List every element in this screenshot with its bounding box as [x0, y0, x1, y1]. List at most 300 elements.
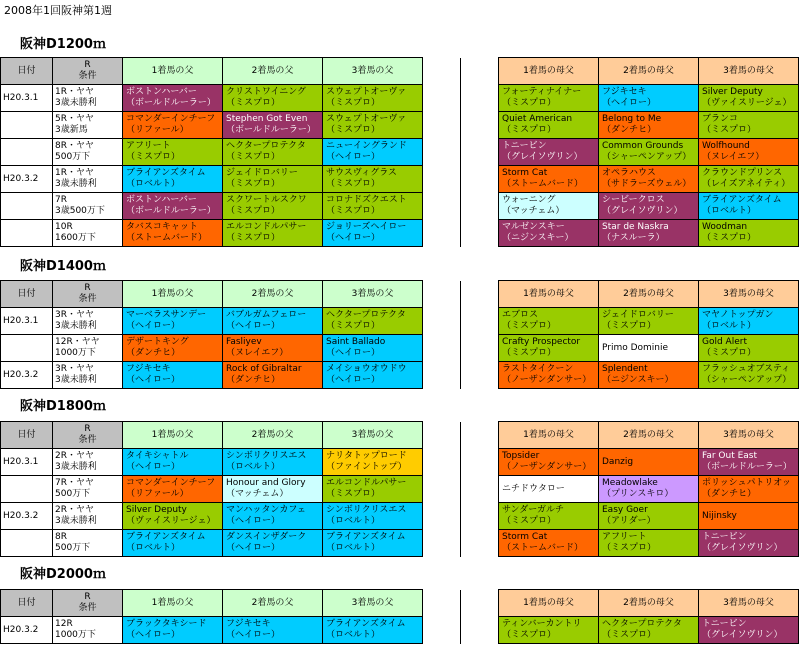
column-gap — [423, 590, 461, 617]
race-condition-line1: 5R・ヤヤ — [55, 114, 94, 124]
horse-name: Common Grounds — [602, 141, 684, 151]
column-gap — [423, 530, 461, 557]
line-name: （ミスプロ） — [502, 516, 557, 526]
race-header-r: R — [84, 60, 91, 70]
date-header: 日付 — [1, 281, 53, 308]
line-name: （ヘイロー） — [326, 348, 381, 358]
race-condition — [53, 193, 123, 220]
line-name: （シャーペンアップ） — [702, 375, 792, 385]
damsire-cell — [499, 166, 599, 193]
table-row — [1, 335, 799, 362]
table-row — [1, 220, 799, 247]
line-name: （ヘイロー） — [326, 152, 381, 162]
table-row — [1, 193, 799, 220]
column-gap — [423, 220, 461, 247]
damsire-cell — [499, 139, 599, 166]
sire-cell — [223, 139, 323, 166]
sire-cell — [123, 335, 223, 362]
table-row — [1, 530, 799, 557]
race-header-r: R — [84, 592, 91, 602]
horse-name: オペラハウス — [602, 168, 656, 178]
column-gap — [423, 112, 461, 139]
line-name: （グレイソヴリン） — [702, 543, 783, 553]
damsire-header: 1着馬の母父 — [499, 281, 599, 308]
horse-name: ウォーニング — [502, 195, 556, 205]
race-condition-line2: 500万下 — [55, 489, 91, 499]
horse-name: デザートキング — [126, 337, 189, 347]
race-header-condition: 条件 — [78, 294, 97, 304]
race-table — [0, 57, 799, 247]
sire-cell — [323, 166, 423, 193]
race-condition-line2: 3歳未勝利 — [55, 375, 97, 385]
sire-cell — [223, 166, 323, 193]
column-gap — [461, 449, 499, 476]
horse-name: サンダーガルチ — [502, 505, 565, 515]
sire-cell — [123, 139, 223, 166]
horse-name: ラストタイクーン — [502, 364, 574, 374]
horse-name: Gold Alert — [702, 337, 747, 347]
race-condition-line1: 8R・ヤヤ — [55, 141, 94, 151]
damsire-cell — [599, 362, 699, 389]
sire-cell — [123, 166, 223, 193]
header-row — [1, 58, 799, 85]
race-date: H20.3.2 — [1, 362, 53, 389]
horse-name: Primo Dominie — [602, 342, 669, 353]
sire-cell — [223, 335, 323, 362]
horse-name: トニービン — [502, 141, 547, 151]
sire-cell — [223, 308, 323, 335]
horse-name: ニューイングランド — [326, 141, 407, 151]
damsire-cell — [499, 503, 599, 530]
sire-cell — [323, 308, 423, 335]
line-name: （ヌレイエフ） — [226, 348, 289, 358]
line-name: （ヘイロー） — [126, 375, 181, 385]
line-name: （ミスプロ） — [502, 630, 557, 640]
damsire-header: 3着馬の母父 — [699, 422, 799, 449]
line-name: （ヘイロー） — [126, 630, 181, 640]
line-name: （ミスプロ） — [326, 98, 381, 108]
section-title: 阪神D1400ｍ — [20, 259, 106, 274]
horse-name: ブランコ — [702, 114, 739, 124]
column-gap — [423, 139, 461, 166]
line-name: （ニジンスキー） — [602, 375, 674, 385]
damsire-cell — [599, 85, 699, 112]
line-name: （ヘイロー） — [226, 630, 281, 640]
damsire-cell — [699, 193, 799, 220]
damsire-cell — [599, 112, 699, 139]
race-date — [1, 335, 53, 362]
sire-cell — [223, 362, 323, 389]
horse-name: Far Out East — [702, 451, 758, 461]
line-name: （ボールドルーラー） — [226, 125, 316, 135]
horse-name: エルコンドルパサー — [326, 478, 407, 488]
damsire-cell — [699, 335, 799, 362]
race-date: H20.3.2 — [1, 166, 53, 193]
damsire-cell — [599, 476, 699, 503]
column-gap — [423, 503, 461, 530]
horse-name: フジキセキ — [126, 364, 171, 374]
damsire-cell — [699, 139, 799, 166]
race-condition-line1: 2R・ヤヤ — [55, 451, 94, 461]
race-condition-line1: 12R・ヤヤ — [55, 337, 100, 347]
race-condition — [53, 308, 123, 335]
race-condition — [53, 220, 123, 247]
line-name: （ストームバード） — [126, 233, 208, 243]
damsire-header: 1着馬の母父 — [499, 422, 599, 449]
race-condition-line2: 3歳未勝利 — [55, 516, 97, 526]
horse-name: ブライアンズタイム — [126, 168, 206, 178]
column-gap — [461, 503, 499, 530]
race-condition — [53, 530, 123, 557]
horse-name: スウェプトオーヴァ — [326, 87, 407, 97]
line-name: （ミスプロ） — [702, 125, 757, 135]
sire-cell — [123, 362, 223, 389]
race-table — [0, 280, 799, 389]
horse-name: ダンスインザダーク — [226, 532, 307, 542]
race-condition — [53, 617, 123, 644]
damsire-cell — [699, 362, 799, 389]
race-header — [53, 281, 123, 308]
damsire-cell — [699, 449, 799, 476]
race-date — [1, 530, 53, 557]
column-gap — [423, 422, 461, 449]
line-name: （ヴァイスリージェ） — [702, 98, 792, 108]
horse-name: Honour and Glory — [226, 478, 306, 488]
damsire-header: 1着馬の母父 — [499, 58, 599, 85]
line-name: （ミスプロ） — [702, 348, 757, 358]
damsire-cell — [599, 617, 699, 644]
sire-cell — [323, 476, 423, 503]
section-title: 阪神D2000ｍ — [20, 567, 106, 582]
horse-name: Fasliyev — [226, 337, 262, 347]
section-title: 阪神D1800ｍ — [20, 399, 106, 414]
line-name: （ヘイロー） — [226, 516, 281, 526]
horse-name: トニービン — [702, 619, 747, 629]
horse-name: クリストワイニング — [226, 87, 307, 97]
column-gap — [461, 422, 499, 449]
line-name: （ミスプロ） — [602, 321, 657, 331]
damsire-cell — [499, 220, 599, 247]
sire-header: 3着馬の父 — [323, 422, 423, 449]
damsire-header: 1着馬の母父 — [499, 590, 599, 617]
race-header-condition: 条件 — [78, 71, 97, 81]
date-header: 日付 — [1, 422, 53, 449]
horse-name: トニービン — [702, 532, 747, 542]
column-gap — [423, 58, 461, 85]
race-date: H20.3.2 — [1, 617, 53, 644]
sire-cell — [323, 530, 423, 557]
column-gap — [461, 335, 499, 362]
damsire-cell — [699, 476, 799, 503]
damsire-header: 3着馬の母父 — [699, 281, 799, 308]
race-condition-line1: 3R・ヤヤ — [55, 310, 94, 320]
line-name: （ヌレイエフ） — [702, 152, 765, 162]
horse-name: Woodman — [702, 222, 748, 232]
race-condition-line1: 2R・ヤヤ — [55, 505, 94, 515]
table-row — [1, 166, 799, 193]
horse-name: タバスコキャット — [126, 222, 198, 232]
race-date — [1, 112, 53, 139]
horse-name: コマンダーインチーフ — [126, 478, 216, 488]
horse-name: Quiet American — [502, 114, 573, 124]
line-name: （グレイソヴリン） — [502, 152, 583, 162]
column-gap — [461, 590, 499, 617]
line-name: （ダンチヒ） — [602, 125, 657, 135]
line-name: （レイズアネイティ） — [702, 179, 791, 189]
horse-name: アフリート — [602, 532, 647, 542]
horse-name: サウスヴィグラス — [326, 168, 397, 178]
line-name: （ミスプロ） — [226, 179, 281, 189]
race-condition-line2: 1000万下 — [55, 348, 96, 358]
race-condition-line2: 3歳新馬 — [55, 125, 88, 135]
damsire-cell — [499, 112, 599, 139]
sire-cell — [123, 530, 223, 557]
damsire-header: 2着馬の母父 — [599, 590, 699, 617]
column-gap — [461, 476, 499, 503]
line-name: （ロベルト） — [702, 321, 757, 331]
line-name: （グレイソヴリン） — [602, 206, 683, 216]
horse-name: ブライアンズタイム — [326, 532, 406, 542]
sire-header: 2着馬の父 — [223, 58, 323, 85]
race-date — [1, 193, 53, 220]
table-row — [1, 476, 799, 503]
horse-name: マヤノトップガン — [702, 310, 774, 320]
race-header-condition: 条件 — [78, 435, 97, 445]
horse-name: ブライアンズタイム — [326, 619, 406, 629]
horse-name: クラウンドプリンス — [702, 168, 783, 178]
race-condition-line2: 3歳未勝利 — [55, 179, 97, 189]
sire-cell — [123, 193, 223, 220]
sire-cell — [323, 617, 423, 644]
line-name: （ロベルト） — [326, 516, 381, 526]
header-row — [1, 281, 799, 308]
line-name: （ヴァイスリージェ） — [126, 516, 216, 526]
sire-cell — [323, 193, 423, 220]
line-name: （リファール） — [126, 489, 189, 499]
race-condition — [53, 476, 123, 503]
horse-name: ヘクタープロテクタ — [226, 141, 306, 151]
horse-name: Storm Cat — [502, 532, 548, 542]
sire-cell — [223, 476, 323, 503]
line-name: （ボールドルーラー） — [126, 98, 216, 108]
horse-name: Star de Naskra — [602, 222, 669, 232]
column-gap — [423, 281, 461, 308]
damsire-cell — [499, 193, 599, 220]
sire-cell — [223, 193, 323, 220]
race-condition — [53, 335, 123, 362]
line-name: （ミスプロ） — [226, 206, 281, 216]
horse-name: Topsider — [502, 451, 540, 461]
line-name: （ミスプロ） — [502, 348, 557, 358]
line-name: （ヘイロー） — [602, 98, 657, 108]
sire-cell — [223, 617, 323, 644]
horse-name: ヘクタープロテクタ — [602, 619, 682, 629]
line-name: （ヘイロー） — [226, 321, 281, 331]
horse-name: マルゼンスキー — [502, 222, 565, 232]
table-row — [1, 308, 799, 335]
horse-name: Nijinsky — [702, 510, 737, 521]
horse-name: Splendent — [602, 364, 648, 374]
sire-cell — [323, 335, 423, 362]
horse-name: ナリタトップロード — [326, 451, 407, 461]
damsire-cell — [499, 530, 599, 557]
line-name: （ミスプロ） — [702, 233, 757, 243]
sire-cell — [323, 85, 423, 112]
race-condition-line2: 3歳500万下 — [55, 206, 105, 216]
race-table — [0, 421, 799, 557]
race-condition-line2: 3歳未勝利 — [55, 321, 97, 331]
sire-header: 1着馬の父 — [123, 281, 223, 308]
horse-name: コロナドズクエスト — [326, 195, 407, 205]
damsire-cell — [599, 530, 699, 557]
header-row — [1, 422, 799, 449]
date-header: 日付 — [1, 590, 53, 617]
race-header-condition: 条件 — [78, 603, 97, 613]
race-condition-line2: 3歳未勝利 — [55, 98, 97, 108]
damsire-cell — [499, 476, 599, 503]
race-date: H20.3.1 — [1, 85, 53, 112]
race-header — [53, 58, 123, 85]
horse-name: Saint Ballado — [326, 337, 386, 347]
horse-name: Stephen Got Even — [226, 114, 308, 124]
column-gap — [461, 220, 499, 247]
table-row — [1, 449, 799, 476]
race-table — [0, 589, 799, 644]
horse-name: ヘクタープロテクタ — [326, 310, 406, 320]
line-name: （ニジンスキー） — [502, 233, 574, 243]
line-name: （ミスプロ） — [226, 98, 281, 108]
damsire-cell — [599, 139, 699, 166]
sire-header: 2着馬の父 — [223, 422, 323, 449]
section-title: 阪神D1200ｍ — [20, 37, 106, 52]
horse-name: タイキシャトル — [126, 451, 189, 461]
damsire-cell — [499, 308, 599, 335]
line-name: （ミスプロ） — [326, 321, 381, 331]
line-name: （サドラーズウェル） — [602, 179, 692, 189]
race-header — [53, 590, 123, 617]
column-gap — [423, 617, 461, 644]
race-condition — [53, 362, 123, 389]
race-condition-line2: 500万下 — [55, 152, 91, 162]
horse-name: マーベラスサンデー — [126, 310, 207, 320]
column-gap — [423, 449, 461, 476]
damsire-header: 3着馬の母父 — [699, 58, 799, 85]
horse-name: シンボリクリスエス — [326, 505, 407, 515]
race-condition — [53, 112, 123, 139]
sire-cell — [123, 449, 223, 476]
line-name: （ストームバード） — [502, 179, 584, 189]
line-name: （ミスプロ） — [502, 321, 557, 331]
column-gap — [461, 193, 499, 220]
line-name: （ヘイロー） — [326, 233, 381, 243]
line-name: （ロベルト） — [126, 179, 181, 189]
table-row — [1, 112, 799, 139]
horse-name: ティンバーカントリ — [502, 619, 582, 629]
damsire-cell — [599, 335, 699, 362]
line-name: （ミスプロ） — [602, 543, 657, 553]
horse-name: コマンダーインチーフ — [126, 114, 216, 124]
line-name: （ミスプロ） — [326, 489, 381, 499]
sire-header: 1着馬の父 — [123, 58, 223, 85]
horse-name: Silver Deputy — [702, 87, 763, 97]
line-name: （ボールドルーラー） — [126, 206, 216, 216]
race-condition-line2: 1600万下 — [55, 233, 96, 243]
line-name: （ヘイロー） — [126, 321, 181, 331]
horse-name: Wolfhound — [702, 141, 750, 151]
sire-header: 2着馬の父 — [223, 590, 323, 617]
horse-name: ジェイドロバリー — [602, 310, 674, 320]
line-name: （ロベルト） — [326, 543, 381, 553]
horse-name: スクワートルスクワ — [226, 195, 307, 205]
line-name: （ボールドルーラー） — [702, 462, 792, 472]
line-name: （アリダー） — [602, 516, 656, 526]
race-condition — [53, 85, 123, 112]
race-condition-line1: 10R — [55, 222, 73, 232]
damsire-cell — [499, 362, 599, 389]
damsire-cell — [599, 308, 699, 335]
horse-name: ボストンハーバー — [126, 87, 197, 97]
line-name: （ロベルト） — [326, 630, 381, 640]
damsire-cell — [599, 220, 699, 247]
table-row — [1, 139, 799, 166]
column-gap — [423, 193, 461, 220]
horse-name: ブラックタキシード — [126, 619, 207, 629]
damsire-cell — [699, 220, 799, 247]
line-name: （ノーザンダンサー） — [502, 462, 592, 472]
damsire-cell — [499, 617, 599, 644]
line-name: （マッチェム） — [502, 206, 565, 216]
damsire-cell — [699, 85, 799, 112]
line-name: （ストームバード） — [502, 543, 584, 553]
damsire-cell — [699, 530, 799, 557]
race-date: H20.3.2 — [1, 503, 53, 530]
line-name: （ミスプロ） — [226, 233, 281, 243]
damsire-cell — [599, 503, 699, 530]
horse-name: Belong to Me — [602, 114, 662, 124]
horse-name: Meadowlake — [602, 478, 658, 488]
column-gap — [423, 476, 461, 503]
line-name: （ヘイロー） — [126, 462, 181, 472]
header-row — [1, 590, 799, 617]
race-condition-line2: 3歳未勝利 — [55, 462, 97, 472]
race-condition-line1: 7R・ヤヤ — [55, 478, 94, 488]
race-condition-line1: 12R — [55, 619, 73, 629]
damsire-cell — [599, 193, 699, 220]
line-name: （ダンチヒ） — [226, 375, 281, 385]
line-name: （ミスプロ） — [326, 206, 381, 216]
sire-cell — [123, 85, 223, 112]
damsire-cell — [499, 449, 599, 476]
race-condition — [53, 449, 123, 476]
sire-cell — [323, 503, 423, 530]
column-gap — [461, 58, 499, 85]
horse-name: エルコンドルパサー — [226, 222, 307, 232]
race-condition-line1: 8R — [55, 532, 67, 542]
sire-cell — [123, 112, 223, 139]
line-name: （ノーザンダンサー） — [502, 375, 592, 385]
horse-name: Easy Goer — [602, 505, 648, 515]
line-name: （ミスプロ） — [126, 152, 181, 162]
line-name: （シャーペンアップ） — [602, 152, 692, 162]
damsire-cell — [699, 112, 799, 139]
horse-name: メイショウオウドウ — [326, 364, 407, 374]
horse-name: ジェイドロバリー — [226, 168, 298, 178]
line-name: （ミスプロ） — [502, 125, 557, 135]
line-name: （ロベルト） — [126, 543, 181, 553]
column-gap — [423, 308, 461, 335]
race-condition-line2: 500万下 — [55, 543, 91, 553]
horse-name: フラッシュオブスティ — [702, 364, 791, 374]
